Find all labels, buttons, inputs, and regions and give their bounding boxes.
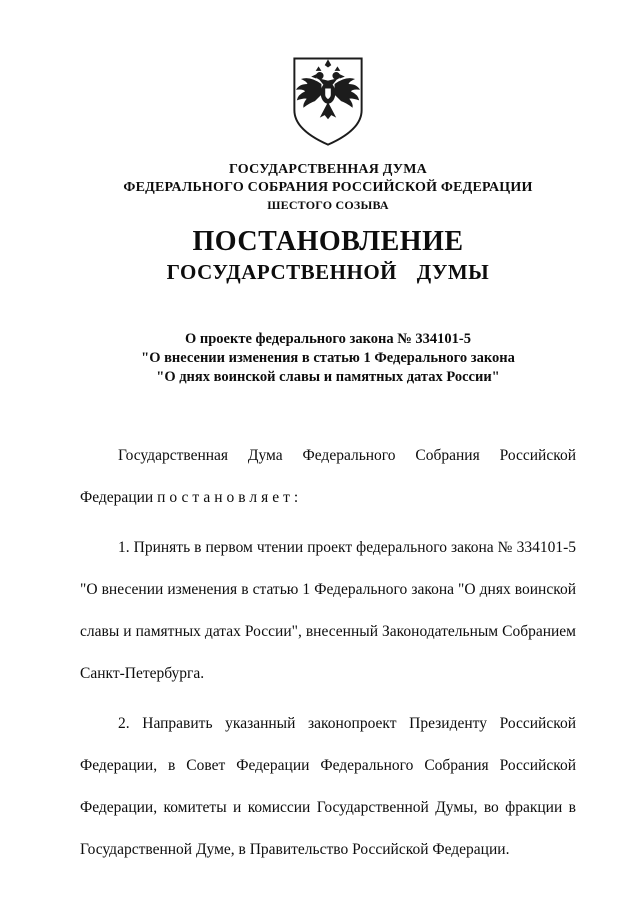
resolution-item-1: 1. Принять в первом чтении проект федерального закона № 334101-5 "О внесении изменения в статью 1 Федерального закона "О днях воинской славы и памятных датах России", внесенный Законодательным Собранием Санкт-Петербурга. — [80, 539, 576, 682]
header-assembly: ФЕДЕРАЛЬНОГО СОБРАНИЯ РОССИЙСКОЙ ФЕДЕРАЦИИ — [123, 180, 533, 195]
resolution-item-2: 2. Направить указанный законопроект Президенту Российской Федерации, в Совет Федерации Федерального Собрания Российской Федерации, комитеты и комиссии Государственной Думы, во фракции в Государственной Думе, в Правительство Российской Федерации. — [80, 715, 576, 858]
header-institution: ГОСУДАРСТВЕННАЯ ДУМА — [229, 162, 427, 177]
russian-coat-of-arms-icon — [287, 135, 369, 152]
subject-line-3: "О днях воинской славы и памятных датах России" — [156, 369, 500, 385]
document-subtitle: ГОСУДАРСТВЕННОЙ ДУМЫ — [166, 260, 490, 284]
subject-block — [80, 330, 576, 387]
emblem-container — [80, 56, 576, 153]
document-title: ПОСТАНОВЛЕНИЕ — [192, 226, 464, 257]
intro-verb: постановляет: — [157, 489, 303, 506]
subject-line-1: О проекте федерального закона № 334101-5 — [184, 331, 472, 347]
header-convocation: ШЕСТОГО СОЗЫВА — [267, 198, 389, 212]
intro-text: Государственная Дума Федерального Собрания Российской Федерации — [80, 447, 576, 506]
subject-line-2: "О внесении изменения в статью 1 Федерального закона — [141, 350, 515, 366]
document-body — [80, 435, 576, 871]
intro-paragraph — [80, 435, 576, 519]
